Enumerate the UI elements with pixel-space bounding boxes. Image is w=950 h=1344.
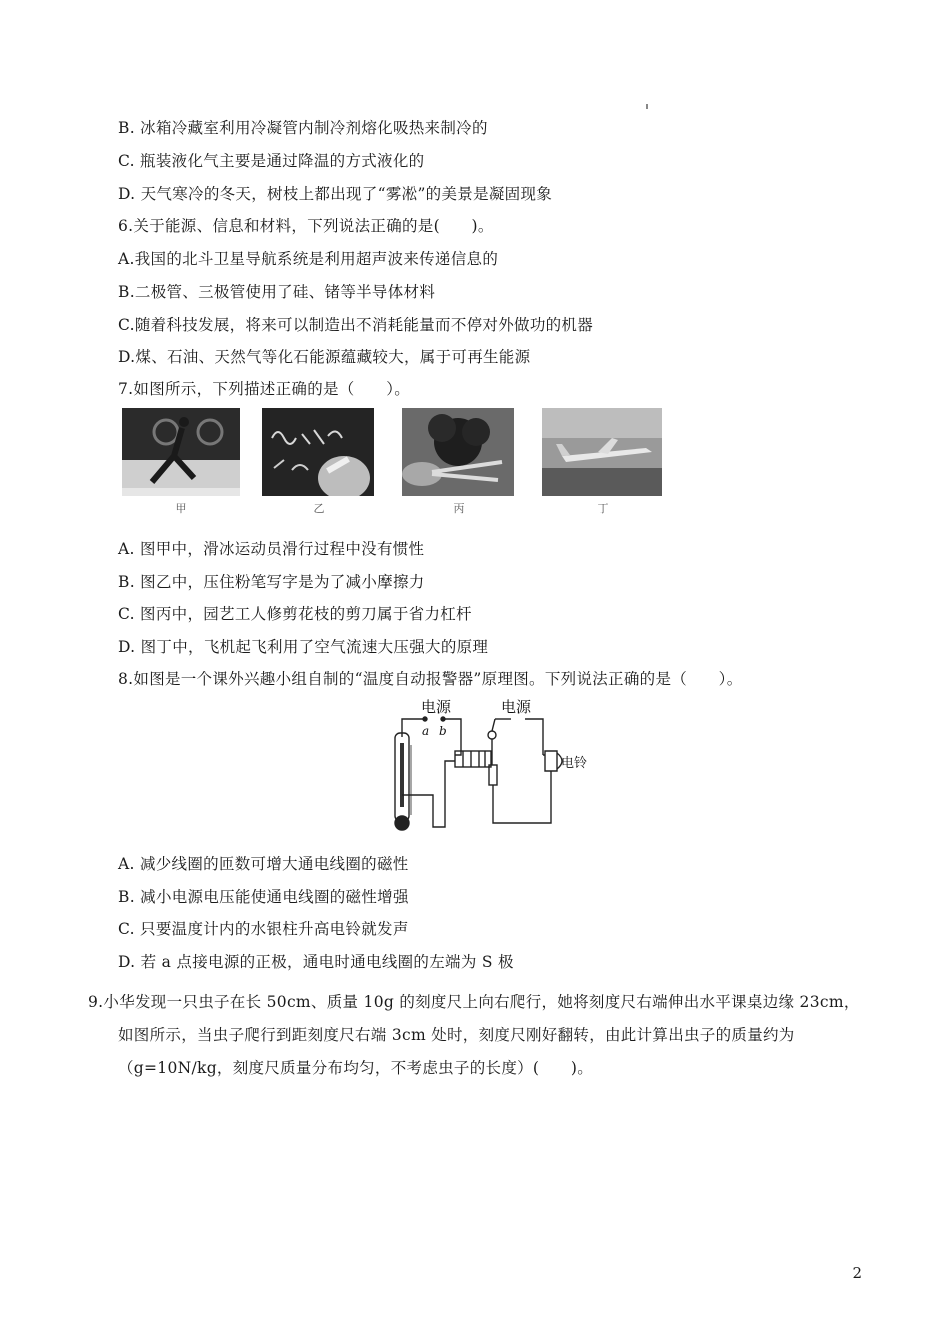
question-7: 7.如图所示，下列描述正确的是（ ）。	[118, 380, 411, 398]
photo-chalk	[262, 408, 374, 496]
option-5b: B. 冰箱冷藏室利用冷凝管内制冷剂熔化吸热来制冷的	[118, 119, 488, 137]
caption-ding: 丁	[597, 502, 609, 515]
option-5c: C. 瓶装液化气主要是通过降温的方式液化的	[118, 152, 425, 170]
option-7b: B. 图乙中，压住粉笔写字是为了减小摩擦力	[118, 573, 425, 591]
option-7a: A. 图甲中，滑冰运动员滑行过程中没有惯性	[118, 540, 425, 558]
question-6: 6.关于能源、信息和材料，下列说法正确的是( )。	[118, 217, 494, 235]
option-8d: D. 若 a 点接电源的正极，通电时通电线圈的左端为 S 极	[118, 953, 514, 971]
option-8c: C. 只要温度计内的水银柱升高电铃就发声	[118, 920, 409, 938]
question-9-line-3: （g=10N/kg，刻度尺质量分布均匀，不考虑虫子的长度）( )。	[118, 1059, 594, 1077]
option-8a: A. 减少线圈的匝数可增大通电线圈的磁性	[118, 855, 409, 873]
question-9-line-2: 如图所示，当虫子爬行到距刻度尺右端 3cm 处时，刻度尺刚好翻转，由此计算出虫子的质量约为	[118, 1026, 795, 1044]
label-power-1: 电源	[421, 699, 452, 716]
caption-bing: 丙	[453, 502, 465, 515]
option-8b: B. 减小电源电压能使通电线圈的磁性增强	[118, 888, 409, 906]
figure-7	[118, 408, 678, 520]
figure-8-circuit	[385, 695, 595, 840]
option-7d: D. 图丁中，飞机起飞利用了空气流速大压强大的原理	[118, 638, 489, 656]
option-6b: B.二极管、三极管使用了硅、锗等半导体材料	[118, 283, 436, 301]
scan-mark	[646, 104, 648, 109]
photo-skater	[122, 408, 240, 496]
label-b: b	[439, 724, 447, 738]
caption-jia: 甲	[175, 502, 187, 515]
question-9-line-1: 9.小华发现一只虫子在长 50cm、质量 10g 的刻度尺上向右爬行，她将刻度尺右端伸出水平课桌边缘 23cm，	[88, 993, 860, 1011]
label-bell: 电铃	[561, 755, 588, 770]
option-6c: C.随着科技发展，将来可以制造出不消耗能量而不停对外做功的机器	[118, 316, 594, 334]
page-number: 2	[852, 1264, 862, 1282]
option-7c: C. 图丙中，园艺工人修剪花枝的剪刀属于省力杠杆	[118, 605, 472, 623]
option-6d: D.煤、石油、天然气等化石能源蕴藏较大，属于可再生能源	[118, 348, 531, 366]
question-8: 8.如图是一个课外兴趣小组自制的“温度自动报警器”原理图。下列说法正确的是（ ）。	[118, 670, 743, 688]
photo-airplane	[542, 408, 662, 496]
label-power-2: 电源	[501, 699, 532, 716]
option-6a: A.我国的北斗卫星导航系统是利用超声波来传递信息的	[118, 250, 499, 268]
photo-scissors	[402, 408, 514, 496]
label-a: a	[422, 724, 430, 738]
caption-yi: 乙	[313, 502, 325, 515]
option-5d: D. 天气寒冷的冬天，树枝上都出现了“雾凇”的美景是凝固现象	[118, 185, 553, 203]
